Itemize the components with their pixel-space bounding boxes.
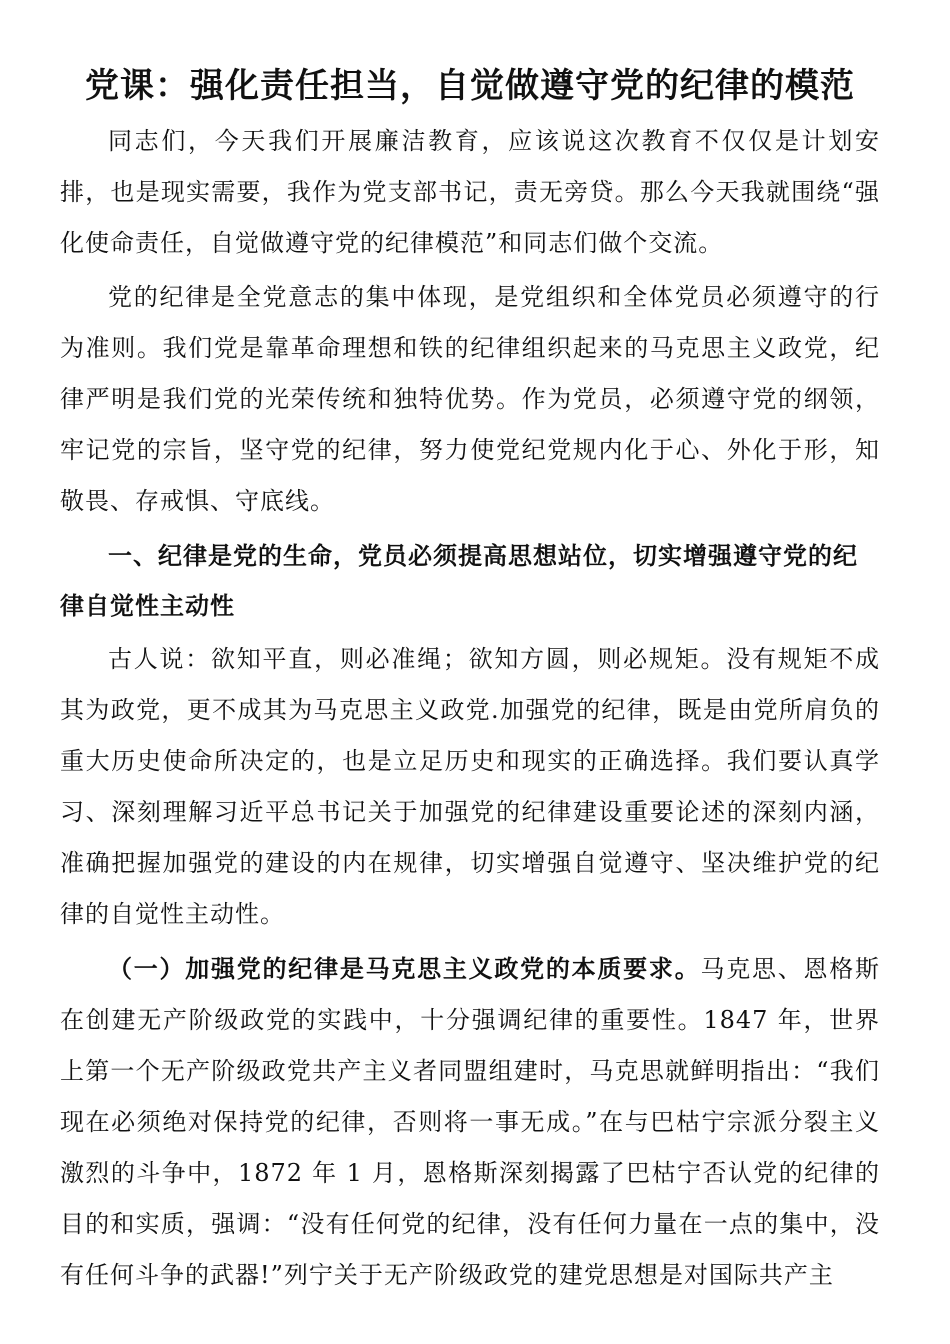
document-page [60, 58, 880, 1301]
subsection-lead: （一）加强党的纪律是马克思主义政党的本质要求。 [108, 954, 701, 983]
paragraph-rules: 古人说：欲知平直，则必准绳；欲知方圆，则必规矩。没有规矩不成其为政党，更不成其为马克思主义政党.加强党的纪律，既是由党所肩负的重大历史使命所决定的，也是立足历史和现实的正确选择。我们要认真学习、深刻理解习近平总书记关于加强党的纪律建设重要论述的深刻内涵，准确把握加强党的建设的内在规律，切实增强自觉遵守、坚决维护党的纪律的自觉性主动性。 [60, 645, 880, 928]
subsection-body: 马克思、恩格斯在创建无产阶级政党的实践中，十分强调纪律的重要性。1847 年，世界上第一个无产阶级政党共产主义者同盟组建时，马克思就鲜明指出：“我们现在必须绝对保持党的纪律，否则将一事无成。”在与巴枯宁宗派分裂主义激烈的斗争中，1872 年 1 月，恩格斯深刻揭露了巴枯宁否认党的纪律的目的和实质，强调：“没有任何党的纪律，没有任何力量在一点的集中，没有任何斗争的武器!”列宁关于无产阶级政党的建党思想是对国际共产主 [60, 955, 881, 1289]
paragraph-opening: 同志们，今天我们开展廉洁教育，应该说这次教育不仅仅是计划安排，也是现实需要，我作为党支部书记，责无旁贷。那么今天我就围绕“强化使命责任，自觉做遵守党的纪律模范”和同志们做个交流。 [60, 127, 880, 257]
paragraph-party-discipline: 党的纪律是全党意志的集中体现，是党组织和全体党员必须遵守的行为准则。我们党是靠革命理想和铁的纪律组织起来的马克思主义政党，纪律严明是我们党的光荣传统和独特优势。作为党员，必须遵守党的纲领，牢记党的宗旨，坚守党的纪律，努力使党纪党规内化于心、外化于形，知敬畏、存戒惧、守底线。 [60, 283, 880, 515]
section-heading-1: 一、纪律是党的生命，党员必须提高思想站位，切实增强遵守党的纪律自觉性主动性 [60, 542, 858, 620]
document-title: 党课：强化责任担当，自觉做遵守党的纪律的模范 [85, 66, 855, 106]
paragraph-marxist-discipline [60, 943, 880, 1301]
